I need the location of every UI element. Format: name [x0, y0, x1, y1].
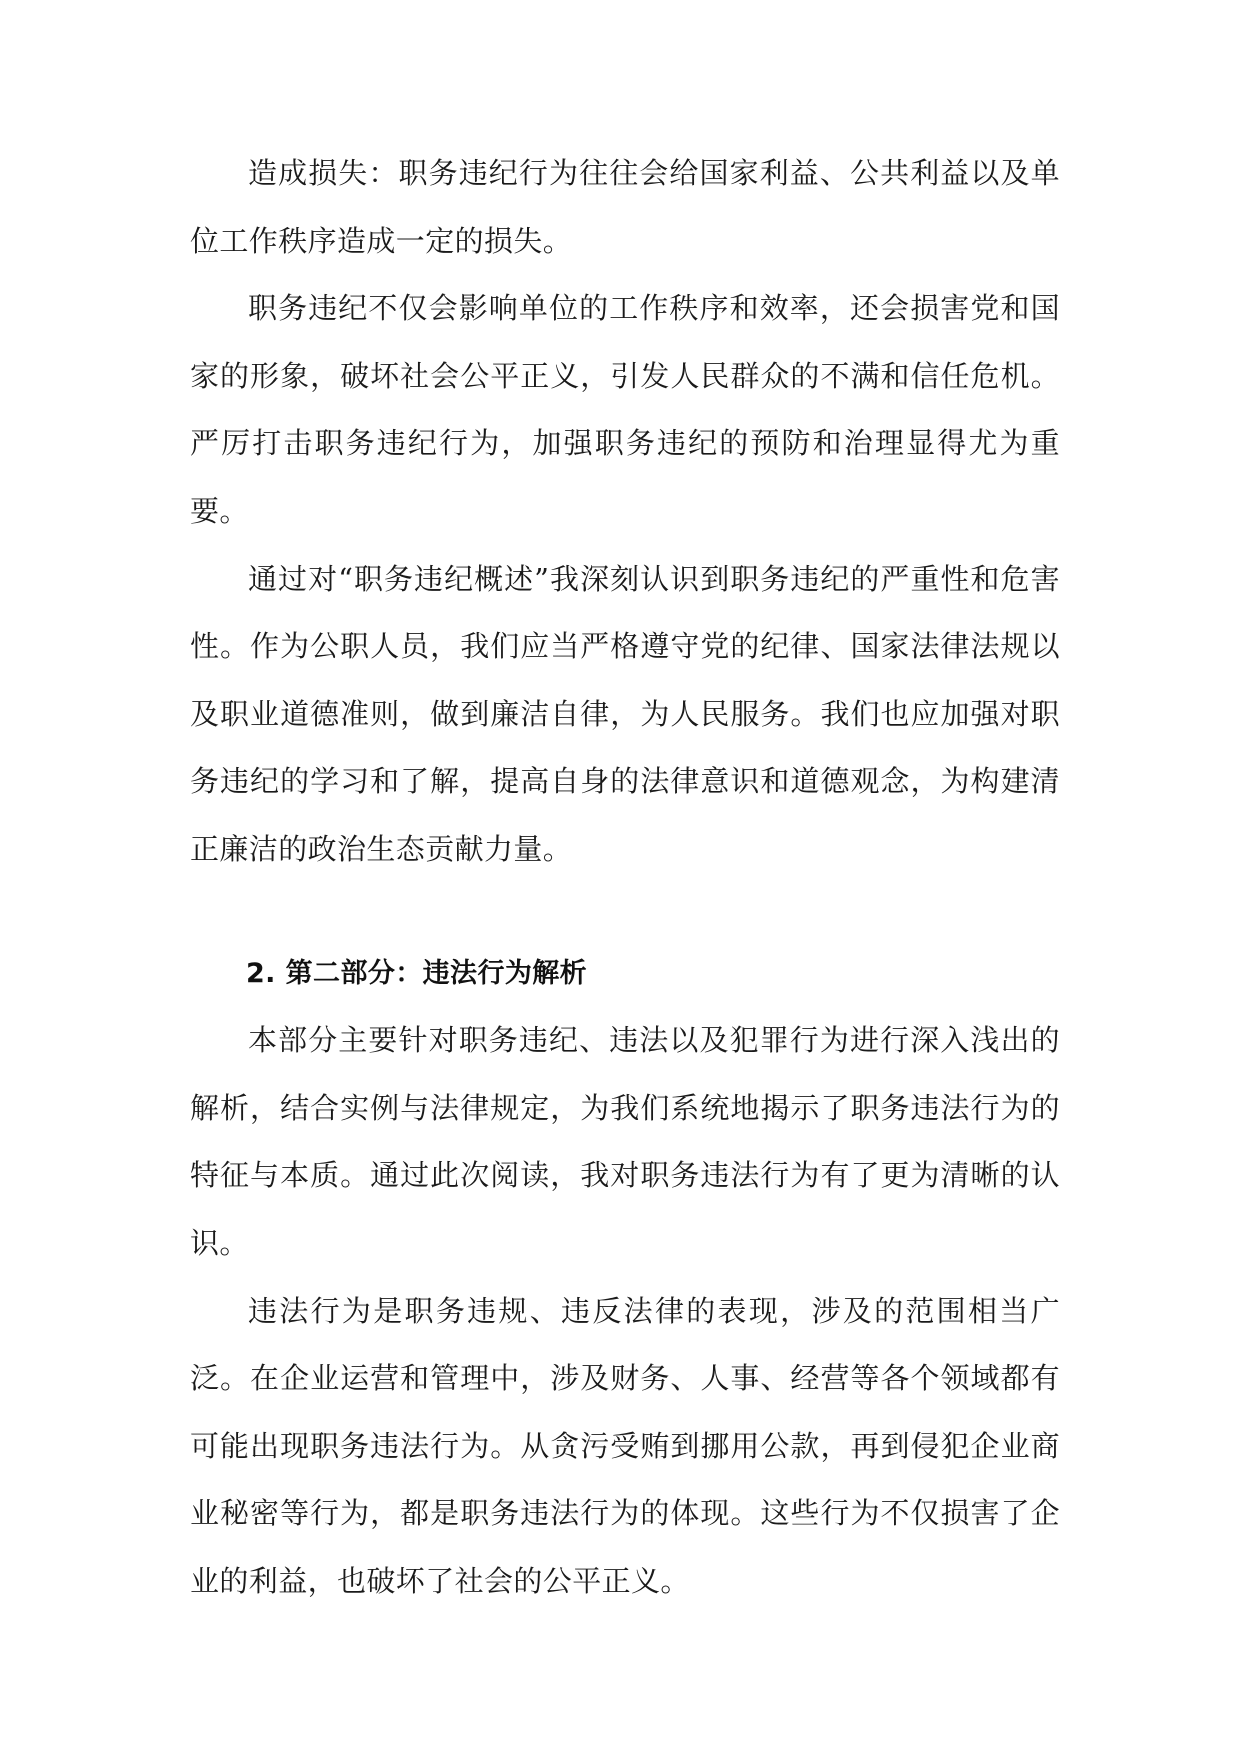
- paragraph-section-intro: 本部分主要针对职务违纪、违法以及犯罪行为进行深入浅出的解析，结合实例与法律规定，为我们系统地揭示了职务违法行为的特征与本质。通过此次阅读，我对职务违法行为有了更为清晰的认识。: [190, 1023, 1060, 1260]
- document-body: [190, 140, 1060, 1615]
- paragraph-loss: 造成损失：职务违纪行为往往会给国家利益、公共利益以及单位工作秩序造成一定的损失。: [190, 156, 1060, 258]
- section-heading: 2. 第二部分：违法行为解析: [246, 957, 588, 989]
- paragraph-impact: 职务违纪不仅会影响单位的工作秩序和效率，还会损害党和国家的形象，破坏社会公平正义，引发人民群众的不满和信任危机。严厉打击职务违纪行为，加强职务违纪的预防和治理显得尤为重要。: [190, 291, 1060, 528]
- paragraph-illegal-acts: 违法行为是职务违规、违反法律的表现，涉及的范围相当广泛。在企业运营和管理中，涉及财务、人事、经营等各个领域都有可能出现职务违法行为。从贪污受贿到挪用公款，再到侵犯企业商业秘密等行为，都是职务违法行为的体现。这些行为不仅损害了企业的利益，也破坏了社会的公平正义。: [190, 1293, 1060, 1598]
- paragraph-reflection: 通过对“职务违纪概述”我深刻认识到职务违纪的严重性和危害性。作为公职人员，我们应当严格遵守党的纪律、国家法律法规以及职业道德准则，做到廉洁自律，为人民服务。我们也应加强对职务违纪的学习和了解，提高自身的法律意识和道德观念，为构建清正廉洁的政治生态贡献力量。: [190, 561, 1060, 866]
